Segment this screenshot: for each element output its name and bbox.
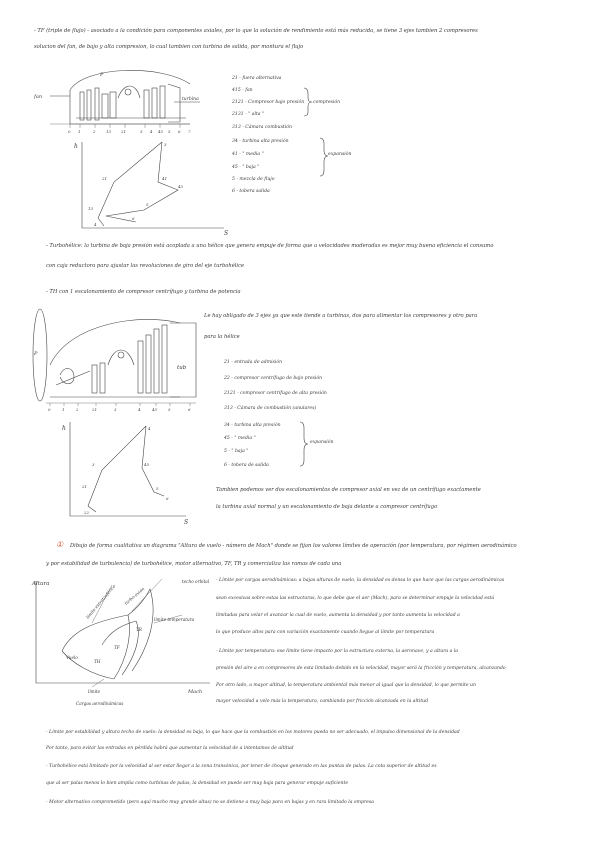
- alt-label-limite: límite: [88, 689, 101, 694]
- th-legend-4: 34 - turbina alta presión: [224, 423, 281, 428]
- th-pt-22: 22: [84, 510, 90, 515]
- th-text-1: Le hay obligado de 3 ejes ya que este tiende a turbinas, dos para alimentar los compresores y otro para: [204, 313, 478, 319]
- turbohelice-line-1: - Turbohélice: la turbina de baja presión está acoplada a una hélice que genera empuje de forma que a velocidades moderadas es mejor muy buena eficiencia el consumo: [46, 243, 494, 249]
- p1-line-1: sean excesivas sobre estas las estructuras, lo que debe que el aer (Mach), para se determinar empuje la velocidad está: [216, 596, 495, 601]
- tf-num-6: 6: [178, 129, 181, 134]
- tf-pt-13: 13: [88, 206, 94, 211]
- th-legend-7: 6 - tobera de salida: [224, 463, 269, 468]
- tf-legend-5: 34 - turbina alta presión: [232, 139, 289, 144]
- p1-line-3: lo que produce altos para con variación exactamente cuando llegue al límite por temperatura: [216, 630, 435, 635]
- alt-label-turbo-avion: turbo-avión: [123, 586, 146, 606]
- p1-line-0: - Límite por cargas aerodinámicas: a bajas alturas de vuelo, la densidad es densa lo que hace que las cargas aerodinámicas: [216, 578, 505, 583]
- tf-legend-9: 6 - tobera salida: [232, 189, 270, 194]
- th-num-21: 21: [92, 407, 98, 412]
- alt-label-tf: TF: [114, 645, 120, 650]
- turbohelice-line-2: con caja reductora para ajustar las revoluciones de giro del eje turbohélice: [46, 263, 245, 269]
- tf-label-fan: fan: [34, 94, 43, 100]
- question-number: ①: [56, 540, 64, 549]
- tf-pt-45: 45: [178, 184, 184, 189]
- tf-label-p: P: [100, 72, 104, 78]
- tf-num-7: 7: [188, 129, 191, 134]
- tf-num-21: 21: [121, 129, 127, 134]
- th-footer-2: la turbina axial normal y un escalonamiento de baja delante a compresor centrífugo: [216, 504, 438, 510]
- tf-legend-4: 313 - Cámara combustión: [232, 125, 292, 130]
- th-pt-5: 5: [156, 486, 159, 491]
- tf-num-5: 5: [168, 129, 171, 134]
- th-label-tub: tub: [177, 365, 187, 371]
- p2-line-3: mayor velocidad a velo más la temperatura, cambiando por fricción alcanzada en la altitud: [216, 699, 429, 704]
- th-pt-4: 4: [148, 426, 151, 431]
- p1-line-2: limitadas para velar el avanzar la cual de vuelo, aumenta la densidad y por tanto aumenta la velocidad a: [216, 613, 460, 618]
- tf-num-2: 2: [93, 129, 96, 134]
- p3-line-2: - Turbohélice está limitado por la velocidad al ser estar llegar a la zona transónica, por tener de choque generado en las puntas de palas. La cota superior de altitud es: [46, 764, 437, 769]
- alt-diagram-ylabel: Altura: [32, 581, 50, 587]
- th-hs-diagram: [62, 420, 192, 530]
- p3-line-1: Por tanto, para evitar las entradas en pérdida habrá que aumentar la velocidad de a intentamos de altitud: [46, 746, 294, 751]
- alt-label-limite-temp: límite temperatura: [154, 617, 195, 622]
- p3-line-3: que al ser palas menos lo bien amplia como turbinas de palas, la densidad en puede ser muy baja para generar empuje suficiente: [46, 781, 349, 786]
- tf-pt-41: 41: [162, 176, 168, 181]
- th-pt-3: 3: [92, 462, 95, 467]
- tf-line-2: solucion del fan, de bajo y alta compresion, lo cual tambien con turbina de salida, por montura el flujo: [34, 44, 304, 50]
- tf-brace-right-label: expansión: [328, 152, 352, 157]
- alt-label-vuelo: Vuelo: [66, 655, 78, 660]
- th-pt-45: 45: [144, 462, 150, 467]
- th-legend-3: 313 - Cámara de combustión (anulares): [224, 406, 317, 411]
- tf-diagram-xlabel: S: [224, 230, 229, 237]
- tf-legend-3: 2131 - " alta ": [232, 112, 265, 117]
- th-legend-0: 21 - entrada de admisión: [224, 360, 283, 365]
- tf-legend-2: 2121 - Compresor bajo presión: [232, 100, 305, 105]
- tf-num-3: 3: [140, 129, 143, 134]
- th-engine-sketch: [30, 305, 200, 410]
- question-line-2: y por estabilidad de turbulencia) de turbohélice, motor alternativo, TF, TR y comercializa las ramas de cada una: [46, 561, 342, 567]
- tf-pt-6: 6: [132, 216, 135, 221]
- p2-line-1: presión del aire a en compresores de esta limitado debido en la velocidad, mayor será la fricción y temperatura, alcanzando: [216, 666, 506, 671]
- th-legend-5: 45 - " media ": [224, 436, 256, 441]
- altitude-mach-diagram: [32, 575, 212, 715]
- p2-line-0: - Límite por temperatura: ese límite tiene impacto por la estructura externa, la aeronave, y a altura a la: [216, 649, 459, 654]
- tf-legend-6: 41 - " media ": [232, 152, 264, 157]
- tf-legend-0: 21 - fuera alternativa: [232, 76, 282, 81]
- alt-label-estratosferico: límite estratosférico: [84, 583, 117, 620]
- tf-diagram-ylabel: h: [74, 143, 78, 150]
- tf-engine-sketch: [34, 62, 200, 134]
- alt-label-tr: TR: [136, 627, 142, 632]
- th-label-p: P: [34, 351, 38, 357]
- tf-num-0: 0: [68, 129, 71, 134]
- th-num-3: 3: [114, 407, 117, 412]
- p3-line-0: - Límite por estabilidad y altura techo de vuelo: la densidad es baja, lo que hace que la combustión en los motores pueda no ser adecuado, el impulso dimensional de la densidad: [46, 730, 460, 735]
- tf-legend-8: 5 - mezcla de flujo: [232, 177, 275, 182]
- alt-label-techo: techo orbital: [182, 579, 210, 584]
- th-footer-1: Tambien podemos ver dos escalonamientos de compresor axial en vez de un centrífugo exactamente: [216, 487, 481, 493]
- th-brace-label: expansión: [310, 440, 334, 445]
- alt-diagram-xlabel: Mach: [188, 689, 203, 695]
- alt-label-th: TH: [94, 659, 101, 664]
- tf-pt-4: 4: [94, 222, 97, 227]
- th-num-4: 4: [138, 407, 141, 412]
- th-text-2: para la hélice: [204, 334, 240, 340]
- tf-num-45: 45: [158, 129, 164, 134]
- th-num-45: 45: [152, 407, 158, 412]
- th-diagram-ylabel: h: [62, 425, 66, 432]
- th-pt-21: 21: [82, 484, 88, 489]
- tf-pt-21: 21: [102, 176, 108, 181]
- th-num-2: 2: [76, 407, 79, 412]
- th-pt-6: 6: [166, 496, 169, 501]
- tf-pt-5: 5: [146, 202, 149, 207]
- th-num-1: 1: [62, 407, 65, 412]
- tf-num-13: 13: [106, 129, 112, 134]
- tf-brace-left-label: compresión: [313, 100, 341, 105]
- tf-legend-1: 415 - fan: [232, 88, 253, 93]
- tf-hs-diagram: [74, 140, 234, 235]
- tf-line-1: - TF (triple de flujo) - asociado a la condición para componentes axiales, por lo que la solución de rendimiento está más reducida, se tiene 3 ejes tambien 2 compresores: [34, 28, 478, 34]
- tf-pt-3: 3: [164, 142, 167, 147]
- tf-num-4: 4: [150, 129, 153, 134]
- p3-line-4: - Motor alternativo comprometido (pero aquí mucho muy grande altas) no se detiene a muy baja para en bajas y en rara limitado la empresa: [46, 800, 374, 805]
- tf-legend-7: 45 - " baja ": [232, 165, 260, 170]
- th-num-5: 5: [168, 407, 171, 412]
- turbohelice-line-3: - TH con 1 escalonamiento de compresor centrífugo y turbina de potencia: [46, 289, 241, 295]
- question-line-1: Dibujo de forma cualitativa un diagrama "Altura de vuelo - número de Mach" donde se fijan los valores límites de operación (por temperatura, por régimen aerodinámico: [70, 543, 517, 549]
- th-legend-2: 2121 - compresor centrífugo de alta presión: [224, 391, 327, 396]
- th-num-6: 6: [188, 407, 191, 412]
- tf-label-turbina: turbina: [182, 97, 199, 102]
- p2-line-2: Por otro lado, a mayor altitud, la temperatura ambiental más menor al igual que la densidad, lo que permite un: [216, 683, 476, 688]
- th-num-0: 0: [48, 407, 51, 412]
- tf-num-1: 1: [78, 129, 81, 134]
- th-legend-6: 5 - " baja ": [224, 449, 249, 454]
- th-diagram-xlabel: S: [184, 519, 189, 526]
- th-legend-1: 22 - compresor centrífugo de bajo presión: [224, 376, 323, 381]
- alt-label-cargas: Cargas aerodinámicas: [76, 701, 124, 706]
